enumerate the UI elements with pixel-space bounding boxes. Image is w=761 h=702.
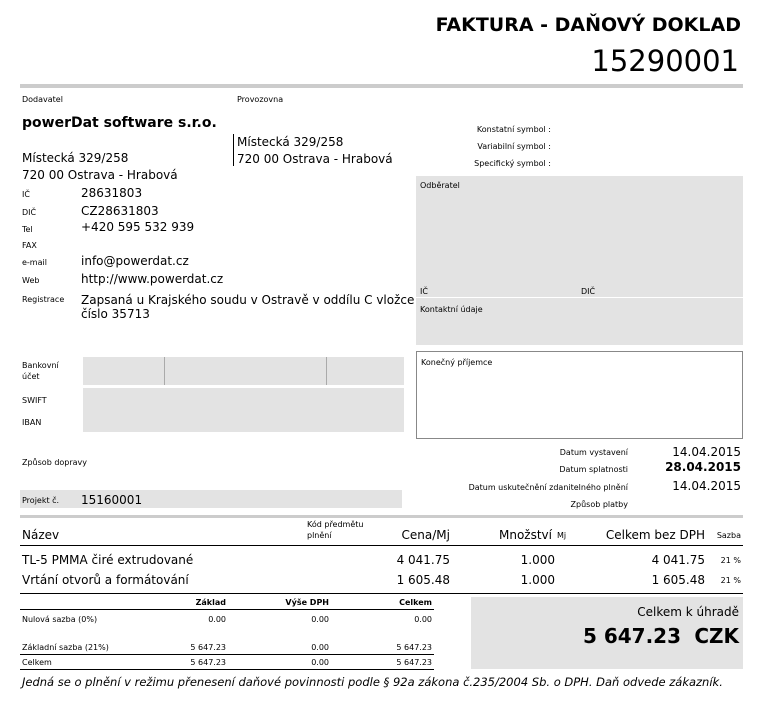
web-label: Web — [22, 276, 40, 285]
vat-row-base: 5 647.23 — [190, 658, 226, 667]
vat-row-label: Základní sazba (21%) — [22, 643, 109, 652]
bank-account-label-1: Bankovní — [22, 361, 59, 370]
recipient-label: Konečný příjemce — [421, 358, 493, 367]
col-price-header: Cena/Mj — [401, 528, 450, 542]
bank-account-sep-1 — [164, 357, 165, 385]
item-qty: 1.000 — [520, 553, 555, 567]
dic-label: DIČ — [22, 208, 37, 217]
total-amount: 5 647.23 — [582, 624, 681, 648]
constant-symbol-label: Konstatní symbol : — [476, 125, 551, 134]
specific-symbol-label: Specifický symbol : — [474, 159, 551, 168]
due-date-label: Datum splatnosti — [559, 465, 628, 474]
item-total: 4 041.75 — [651, 553, 705, 567]
customer-dic-label: DIČ — [581, 287, 596, 296]
registration-line-1: Zapsaná u Krajského soudu v Ostravě v oddílu C vložce — [81, 293, 415, 307]
col-name-header: Název — [22, 528, 60, 542]
col-total-header: Celkem bez DPH — [605, 528, 705, 542]
email-label: e-mail — [22, 258, 47, 267]
items-header-underline — [20, 545, 743, 546]
customer-ic-label: IČ — [420, 287, 428, 296]
col-rate-header: Sazba — [716, 531, 741, 540]
items-header-line — [20, 515, 743, 518]
vat-bottom-line — [20, 669, 434, 670]
variable-symbol-label: Variabilní symbol : — [477, 142, 551, 151]
document-title: FAKTURA - DAŇOVÝ DOKLAD — [435, 14, 741, 36]
customer-box — [416, 176, 743, 297]
premises-bracket — [233, 134, 234, 166]
item-name: Vrtání otvorů a formátování — [22, 573, 189, 587]
header-divider — [20, 84, 743, 88]
ic-label: IČ — [22, 190, 30, 199]
vat-row-vat: 0.00 — [311, 615, 329, 624]
col-code-header-1: Kód předmětu — [307, 520, 364, 529]
item-rate: 21 % — [720, 556, 741, 565]
bank-account-label-2: účet — [22, 372, 40, 381]
tel-value: +420 595 532 939 — [81, 220, 195, 234]
vat-row-vat: 0.00 — [311, 658, 329, 667]
dic-value: CZ28631803 — [81, 204, 159, 218]
items-bottom-line — [20, 593, 743, 594]
item-price: 1 605.48 — [396, 573, 450, 587]
vat-sum-line — [20, 654, 434, 655]
vat-header-underline — [20, 609, 434, 610]
project-label: Projekt č. — [22, 496, 60, 505]
project-number: 15160001 — [81, 493, 143, 507]
premises-city: 720 00 Ostrava - Hrabová — [237, 152, 393, 166]
email-value: info@powerdat.cz — [81, 254, 189, 268]
col-qty-header: Množství — [499, 528, 552, 542]
swift-iban-box — [83, 388, 404, 432]
vat-row-base: 0.00 — [208, 615, 226, 624]
footer-note: Jedná se o plnění v režimu přenesení daňové povinnosti podle § 92a zákona č.235/2004 Sb. o DPH. Daň odvede zákazník. — [22, 675, 723, 689]
payment-method-label: Způsob platby — [570, 500, 628, 509]
vat-row-label: Nulová sazba (0%) — [22, 615, 98, 624]
vat-row-total: 5 647.23 — [396, 643, 432, 652]
bank-account-sep-2 — [326, 357, 327, 385]
project-box — [20, 490, 402, 508]
customer-section-label: Odběratel — [420, 181, 460, 190]
fax-label: FAX — [22, 241, 37, 250]
contact-label: Kontaktní údaje — [420, 305, 483, 314]
registration-line-2: číslo 35713 — [81, 307, 150, 321]
col-code-header-2: plnění — [307, 531, 332, 540]
item-total: 1 605.48 — [651, 573, 705, 587]
premises-section-label: Provozovna — [237, 95, 284, 104]
vat-col-total: Celkem — [399, 598, 432, 607]
swift-label: SWIFT — [22, 396, 47, 405]
issued-date: 14.04.2015 — [672, 445, 741, 459]
total-currency: CZK — [694, 624, 739, 648]
vat-row-base: 5 647.23 — [190, 643, 226, 652]
tel-label: Tel — [22, 225, 33, 234]
premises-street: Místecká 329/258 — [237, 135, 344, 149]
document-number: 15290001 — [591, 44, 739, 78]
item-qty: 1.000 — [520, 573, 555, 587]
item-rate: 21 % — [720, 576, 741, 585]
taxable-date-label: Datum uskutečnění zdanitelného plnění — [468, 483, 628, 492]
vat-row-total: 0.00 — [414, 615, 432, 624]
vat-col-base: Základ — [195, 598, 226, 607]
vat-row-vat: 0.00 — [311, 643, 329, 652]
supplier-section-label: Dodavatel — [22, 95, 63, 104]
vat-col-vat: Výše DPH — [285, 598, 329, 607]
issued-date-label: Datum vystavení — [559, 448, 628, 457]
item-name: TL-5 PMMA čiré extrudované — [22, 553, 194, 567]
iban-label: IBAN — [22, 418, 42, 427]
supplier-street: Místecká 329/258 — [22, 151, 129, 165]
registration-label: Registrace — [22, 295, 65, 304]
bank-account-box — [83, 357, 404, 385]
web-value: http://www.powerdat.cz — [81, 272, 224, 286]
supplier-city: 720 00 Ostrava - Hrabová — [22, 168, 178, 182]
supplier-company: powerDat software s.r.o. — [22, 115, 217, 131]
col-unit-header: Mj — [557, 531, 567, 540]
total-label: Celkem k úhradě — [637, 605, 739, 619]
due-date: 28.04.2015 — [665, 460, 741, 474]
item-price: 4 041.75 — [396, 553, 450, 567]
taxable-date: 14.04.2015 — [672, 479, 741, 493]
ic-value: 28631803 — [81, 186, 143, 200]
vat-row-total: 5 647.23 — [396, 658, 432, 667]
vat-row-label: Celkem — [22, 658, 52, 667]
delivery-method-label: Způsob dopravy — [22, 458, 88, 467]
